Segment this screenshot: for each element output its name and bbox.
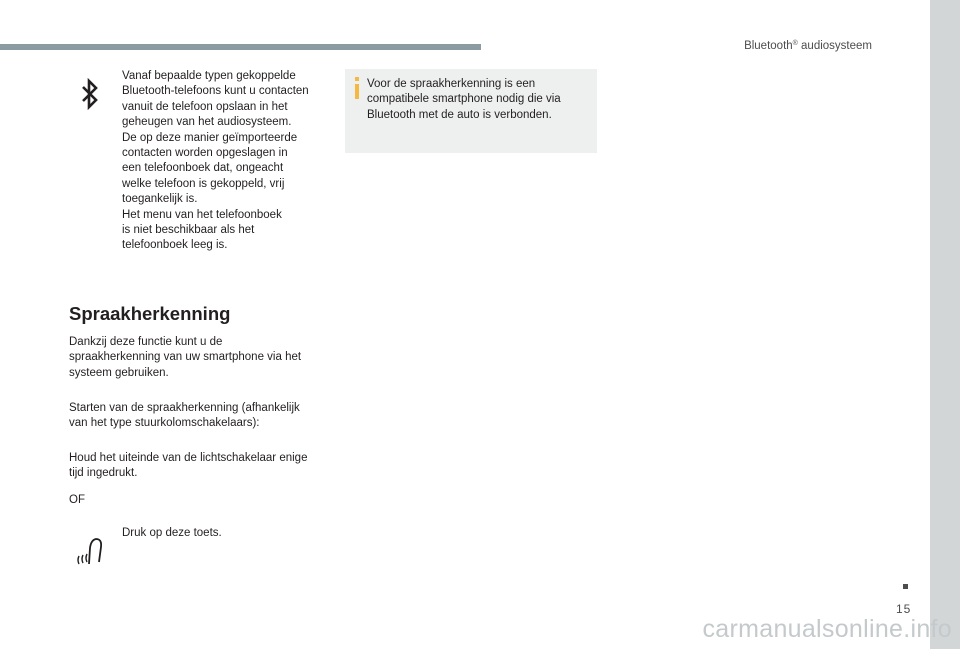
watermark: carmanualsonline.info (702, 615, 952, 643)
paragraph-or: OF (69, 494, 85, 506)
paragraph-light-switch: Houd het uiteinde van de lichtschakelaar enige tijd ingedrukt. (69, 452, 308, 480)
info-box (345, 69, 597, 153)
voice-command-icon (75, 534, 105, 566)
page-marker (903, 584, 908, 589)
bluetooth-contacts-note: Vanaf bepaalde typen gekoppelde Bluetooth-telefoons kunt u contacten vanuit de telefoon opslaan in het geheugen van het audiosysteem. De op deze manier geïmporteerde contacten worden opgeslagen in een telefoonboek dat, ongeacht welke telefoon is gekoppeld, vrij toegankelijk is. Het menu van het telefoonboek is niet beschikbaar als het telefoonboek leeg is. (122, 70, 309, 252)
header-rule (0, 44, 481, 50)
chapter-title: Bluetooth® audiosysteem (744, 40, 872, 52)
section-heading: Spraakherkenning (69, 303, 231, 324)
side-band (930, 0, 960, 649)
bluetooth-icon (80, 78, 100, 110)
info-text: Voor de spraakherkenning is een compatibele smartphone nodig die via Bluetooth met de auto is verbonden. (367, 78, 561, 121)
info-icon (353, 77, 361, 99)
page-number: 15 (896, 602, 912, 616)
paragraph-intro: Dankzij deze functie kunt u de spraakherkenning van uw smartphone via het systeem gebruiken. (69, 336, 302, 379)
paragraph-start: Starten van de spraakherkenning (afhankelijk van het type stuurkolomschakelaars): (69, 402, 300, 430)
paragraph-press-button: Druk op deze toets. (122, 527, 222, 539)
